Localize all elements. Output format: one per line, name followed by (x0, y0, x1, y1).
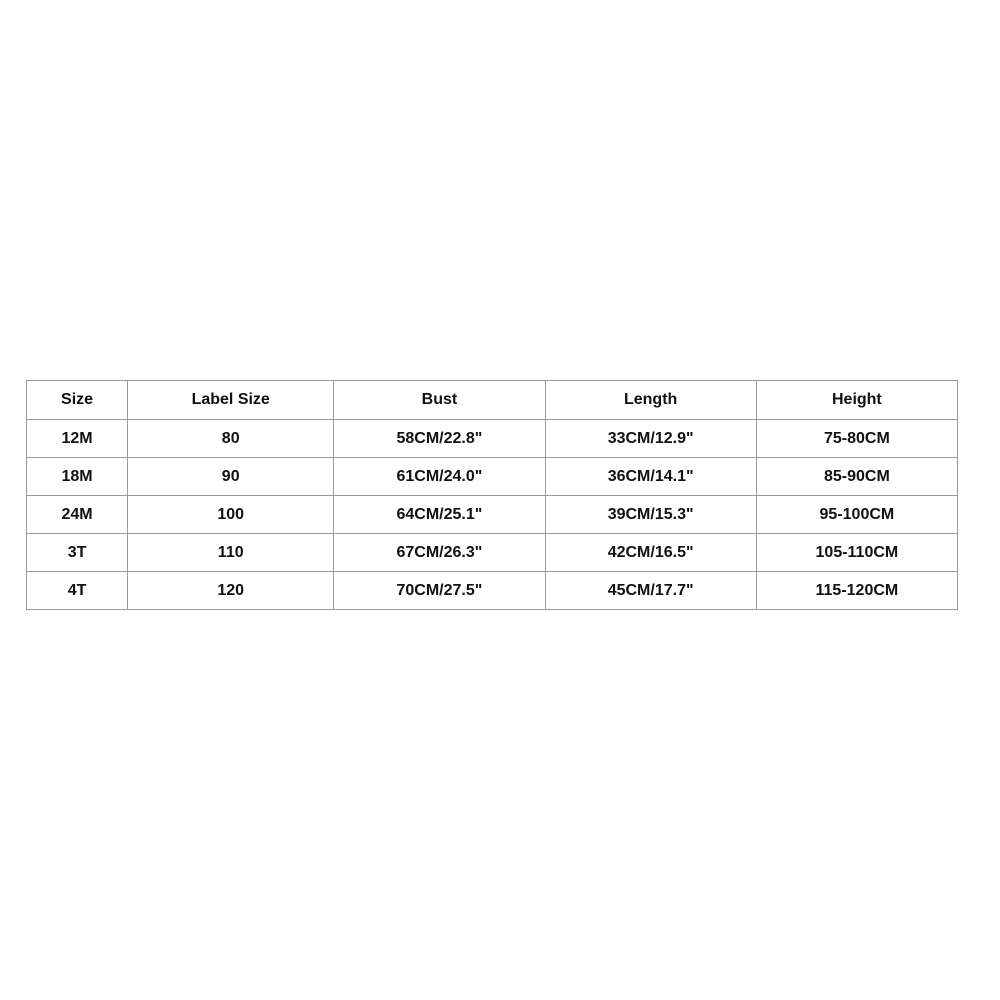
cell-label-size: 90 (128, 458, 334, 496)
table-row (27, 572, 958, 610)
cell-size: 18M (27, 458, 128, 496)
table-body (27, 420, 958, 610)
header-height: Height (756, 381, 957, 420)
cell-bust: 64CM/25.1" (334, 496, 545, 534)
cell-length: 39CM/15.3" (545, 496, 756, 534)
cell-height: 105-110CM (756, 534, 957, 572)
cell-height: 85-90CM (756, 458, 957, 496)
cell-length: 45CM/17.7" (545, 572, 756, 610)
table-row (27, 420, 958, 458)
cell-size: 12M (27, 420, 128, 458)
header-length: Length (545, 381, 756, 420)
cell-height: 95-100CM (756, 496, 957, 534)
header-bust: Bust (334, 381, 545, 420)
cell-size: 24M (27, 496, 128, 534)
cell-length: 36CM/14.1" (545, 458, 756, 496)
cell-size: 4T (27, 572, 128, 610)
cell-label-size: 110 (128, 534, 334, 572)
cell-length: 33CM/12.9" (545, 420, 756, 458)
cell-bust: 67CM/26.3" (334, 534, 545, 572)
cell-bust: 61CM/24.0" (334, 458, 545, 496)
header-size: Size (27, 381, 128, 420)
header-label-size: Label Size (128, 381, 334, 420)
table-header (27, 381, 958, 420)
table-row (27, 458, 958, 496)
cell-size: 3T (27, 534, 128, 572)
cell-label-size: 80 (128, 420, 334, 458)
header-row (27, 381, 958, 420)
cell-height: 115-120CM (756, 572, 957, 610)
cell-bust: 70CM/27.5" (334, 572, 545, 610)
table-row (27, 534, 958, 572)
cell-label-size: 100 (128, 496, 334, 534)
cell-height: 75-80CM (756, 420, 957, 458)
size-chart-table (26, 380, 958, 610)
cell-length: 42CM/16.5" (545, 534, 756, 572)
table-row (27, 496, 958, 534)
cell-bust: 58CM/22.8" (334, 420, 545, 458)
cell-label-size: 120 (128, 572, 334, 610)
